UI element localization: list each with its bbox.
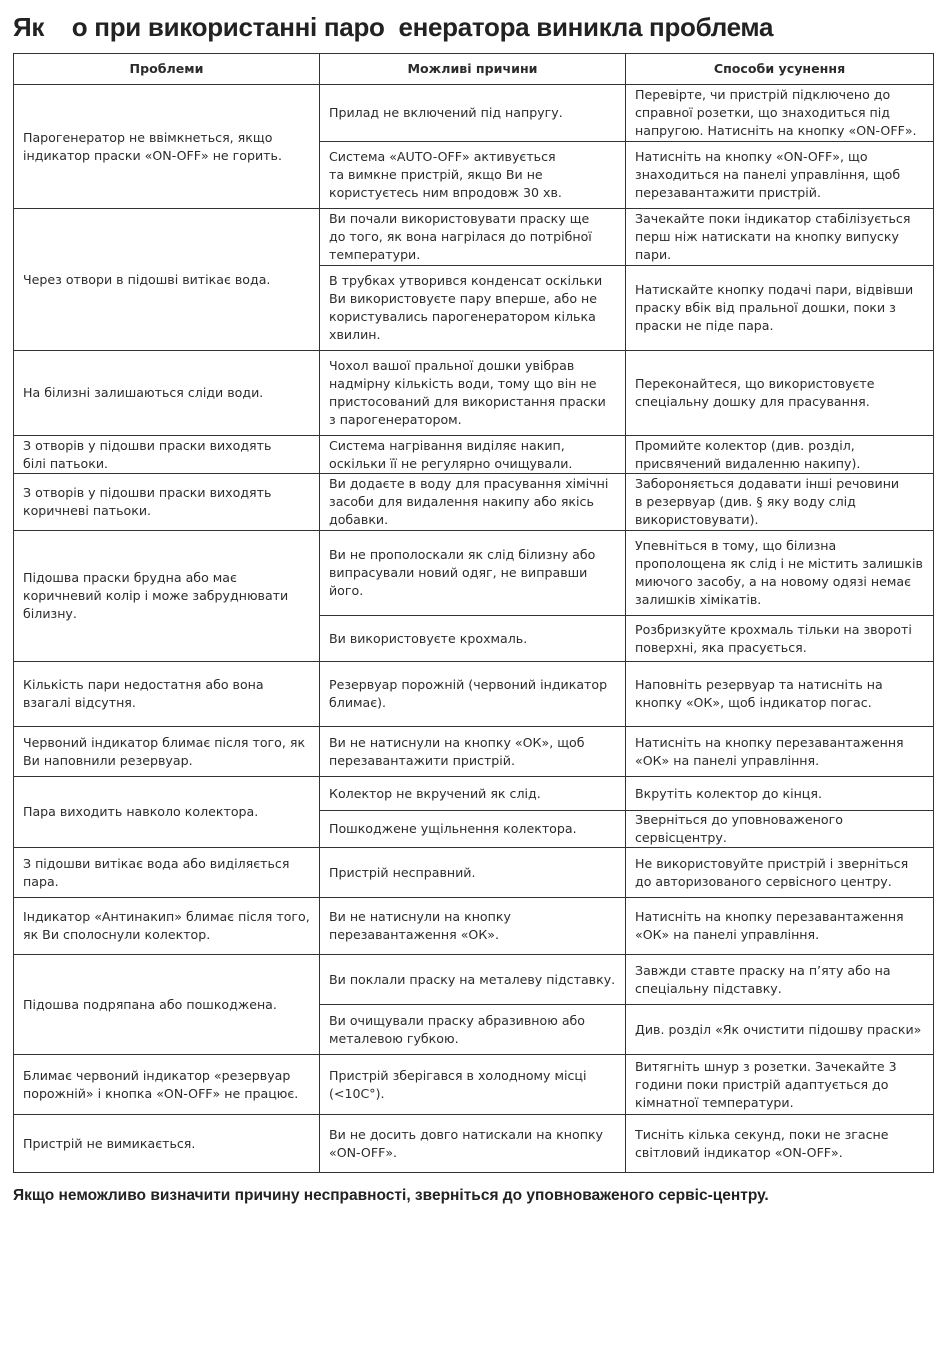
cause-cell: В трубках утворився конденсат оскільки Ви використовуєте пару вперше, або не користувались парогенератором кілька хвилин. [320,266,626,351]
header-solutions: Способи усунення [626,54,934,85]
table-row [14,474,934,531]
solution-cell: Витягніть шнур з розетки. Зачекайте 3 години поки пристрій адаптується до кімнатної температури. [626,1055,934,1115]
solution-cell: Натисніть на кнопку перезавантаження «ОК» на панелі управління. [626,898,934,955]
solution-cell: Див. розділ «Як очистити підошву праски» [626,1005,934,1055]
cause-cell: Ви очищували праску абразивною або металевою губкою. [320,1005,626,1055]
table-row [14,777,934,811]
cause-cell: Резервуар порожній (червоний індикатор блимає). [320,662,626,727]
cause-cell: Система «AUTO-OFF» активується та вимкне пристрій, якщо Ви не користуєтесь ним впродовж 30 хв. [320,142,626,209]
problem-cell: Підошва праски брудна або має коричневий колір і може забруднювати білизну. [14,531,320,662]
table-row [14,209,934,266]
solution-cell: Не використовуйте пристрій і зверніться до авторизованого сервісного центру. [626,848,934,898]
table-row [14,727,934,777]
cause-cell: Ви почали використовувати праску ще до того, як вона нагрілася до потрібної температури. [320,209,626,266]
problem-cell: Пара виходить навколо колектора. [14,777,320,848]
solution-cell: Тисніть кілька секунд, поки не згасне світловий індикатор «ON-OFF». [626,1115,934,1173]
problem-cell: Червоний індикатор блимає після того, як Ви наповнили резервуар. [14,727,320,777]
solution-cell: Натискайте кнопку подачі пари, відвівши праску вбік від пральної дошки, поки з праски не піде пара. [626,266,934,351]
cause-cell: Пошкоджене ущільнення колектора. [320,811,626,848]
table-row [14,955,934,1005]
cause-cell: Прилад не включений під напругу. [320,85,626,142]
problem-cell: На білизні залишаються сліди води. [14,351,320,436]
solution-cell: Натисніть на кнопку «ON-OFF», що знаходиться на панелі управління, щоб перезавантажити пристрій. [626,142,934,209]
footer-note: Якщо неможливо визначити причину несправності, зверніться до уповноваженого сервіс-центру. [13,1187,769,1204]
table-row [14,898,934,955]
cause-cell: Ви не натиснули на кнопку «ОК», щоб перезавантажити пристрій. [320,727,626,777]
cause-cell: Ви використовуєте крохмаль. [320,616,626,662]
table-row [14,85,934,142]
cause-cell: Чохол вашої пральної дошки увібрав надмірну кількість води, тому що він не пристосований для використання праски з парогенератором. [320,351,626,436]
table-row [14,662,934,727]
problem-cell: Підошва подряпана або пошкоджена. [14,955,320,1055]
problem-cell: З підошви витікає вода або виділяється пара. [14,848,320,898]
cause-cell: Колектор не вкручений як слід. [320,777,626,811]
table-row [14,1115,934,1173]
cause-cell: Ви не прополоскали як слід білизну або випрасували новий одяг, не виправши його. [320,531,626,616]
cause-cell: Ви не досить довго натискали на кнопку «ON-OFF». [320,1115,626,1173]
problem-cell: Через отвори в підошві витікає вода. [14,209,320,351]
table-row [14,848,934,898]
cause-cell: Ви додаєте в воду для прасування хімічні засоби для видалення накипу або якісь добавки. [320,474,626,531]
problem-cell: Індикатор «Антинакип» блимає після того, як Ви сполоснули колектор. [14,898,320,955]
page-title: Як о при використанні паро енератора виникла проблема [13,12,774,42]
table-row [14,436,934,474]
problem-cell: Кількість пари недостатня або вона взагалі відсутня. [14,662,320,727]
solution-cell: Вкрутіть колектор до кінця. [626,777,934,811]
solution-cell: Завжди ставте праску на п’яту або на спеціальну підставку. [626,955,934,1005]
cause-cell: Пристрій несправний. [320,848,626,898]
problem-cell: Пристрій не вимикається. [14,1115,320,1173]
solution-cell: Зачекайте поки індикатор стабілізується перш ніж натискати на кнопку випуску пари. [626,209,934,266]
table-row [14,531,934,616]
solution-cell: Переконайтеся, що використовуєте спеціальну дошку для прасування. [626,351,934,436]
solution-cell: Розбризкуйте крохмаль тільки на звороті поверхні, яка прасується. [626,616,934,662]
table-row [14,351,934,436]
cause-cell: Система нагрівання виділяє накип, оскільки її не регулярно очищували. [320,436,626,474]
table-body [14,85,934,1173]
problem-cell: З отворів у підошви праски виходять білі патьоки. [14,436,320,474]
cause-cell: Ви не натиснули на кнопку перезавантаження «ОК». [320,898,626,955]
solution-cell: Зверніться до уповноваженого сервісцентру. [626,811,934,848]
header-causes: Можливі причини [320,54,626,85]
solution-cell: Перевірте, чи пристрій підключено до справної розетки, що знаходиться під напругою. Натисніть на кнопку «ON-OFF». [626,85,934,142]
table-row [14,1055,934,1115]
solution-cell: Наповніть резервуар та натисніть на кнопку «ОК», щоб індикатор погас. [626,662,934,727]
troubleshooting-table [13,53,934,1173]
problem-cell: Парогенератор не ввімкнеться, якщо індикатор праски «ON-OFF» не горить. [14,85,320,209]
header-problems: Проблеми [14,54,320,85]
table-header-row [14,54,934,85]
solution-cell: Промийте колектор (див. розділ, присвячений видаленню накипу). [626,436,934,474]
solution-cell: Забороняється додавати інші речовини в резервуар (див. § яку воду слід використовувати). [626,474,934,531]
cause-cell: Пристрій зберігався в холодному місці (<10C°). [320,1055,626,1115]
solution-cell: Упевніться в тому, що білизна прополощена як слід і не містить залишків миючого засобу, а на новому одязі немає залишків хімікатів. [626,531,934,616]
cause-cell: Ви поклали праску на металеву підставку. [320,955,626,1005]
problem-cell: Блимає червоний індикатор «резервуар порожній» і кнопка «ON-OFF» не працює. [14,1055,320,1115]
solution-cell: Натисніть на кнопку перезавантаження «ОК» на панелі управління. [626,727,934,777]
problem-cell: З отворів у підошви праски виходять коричневі патьоки. [14,474,320,531]
